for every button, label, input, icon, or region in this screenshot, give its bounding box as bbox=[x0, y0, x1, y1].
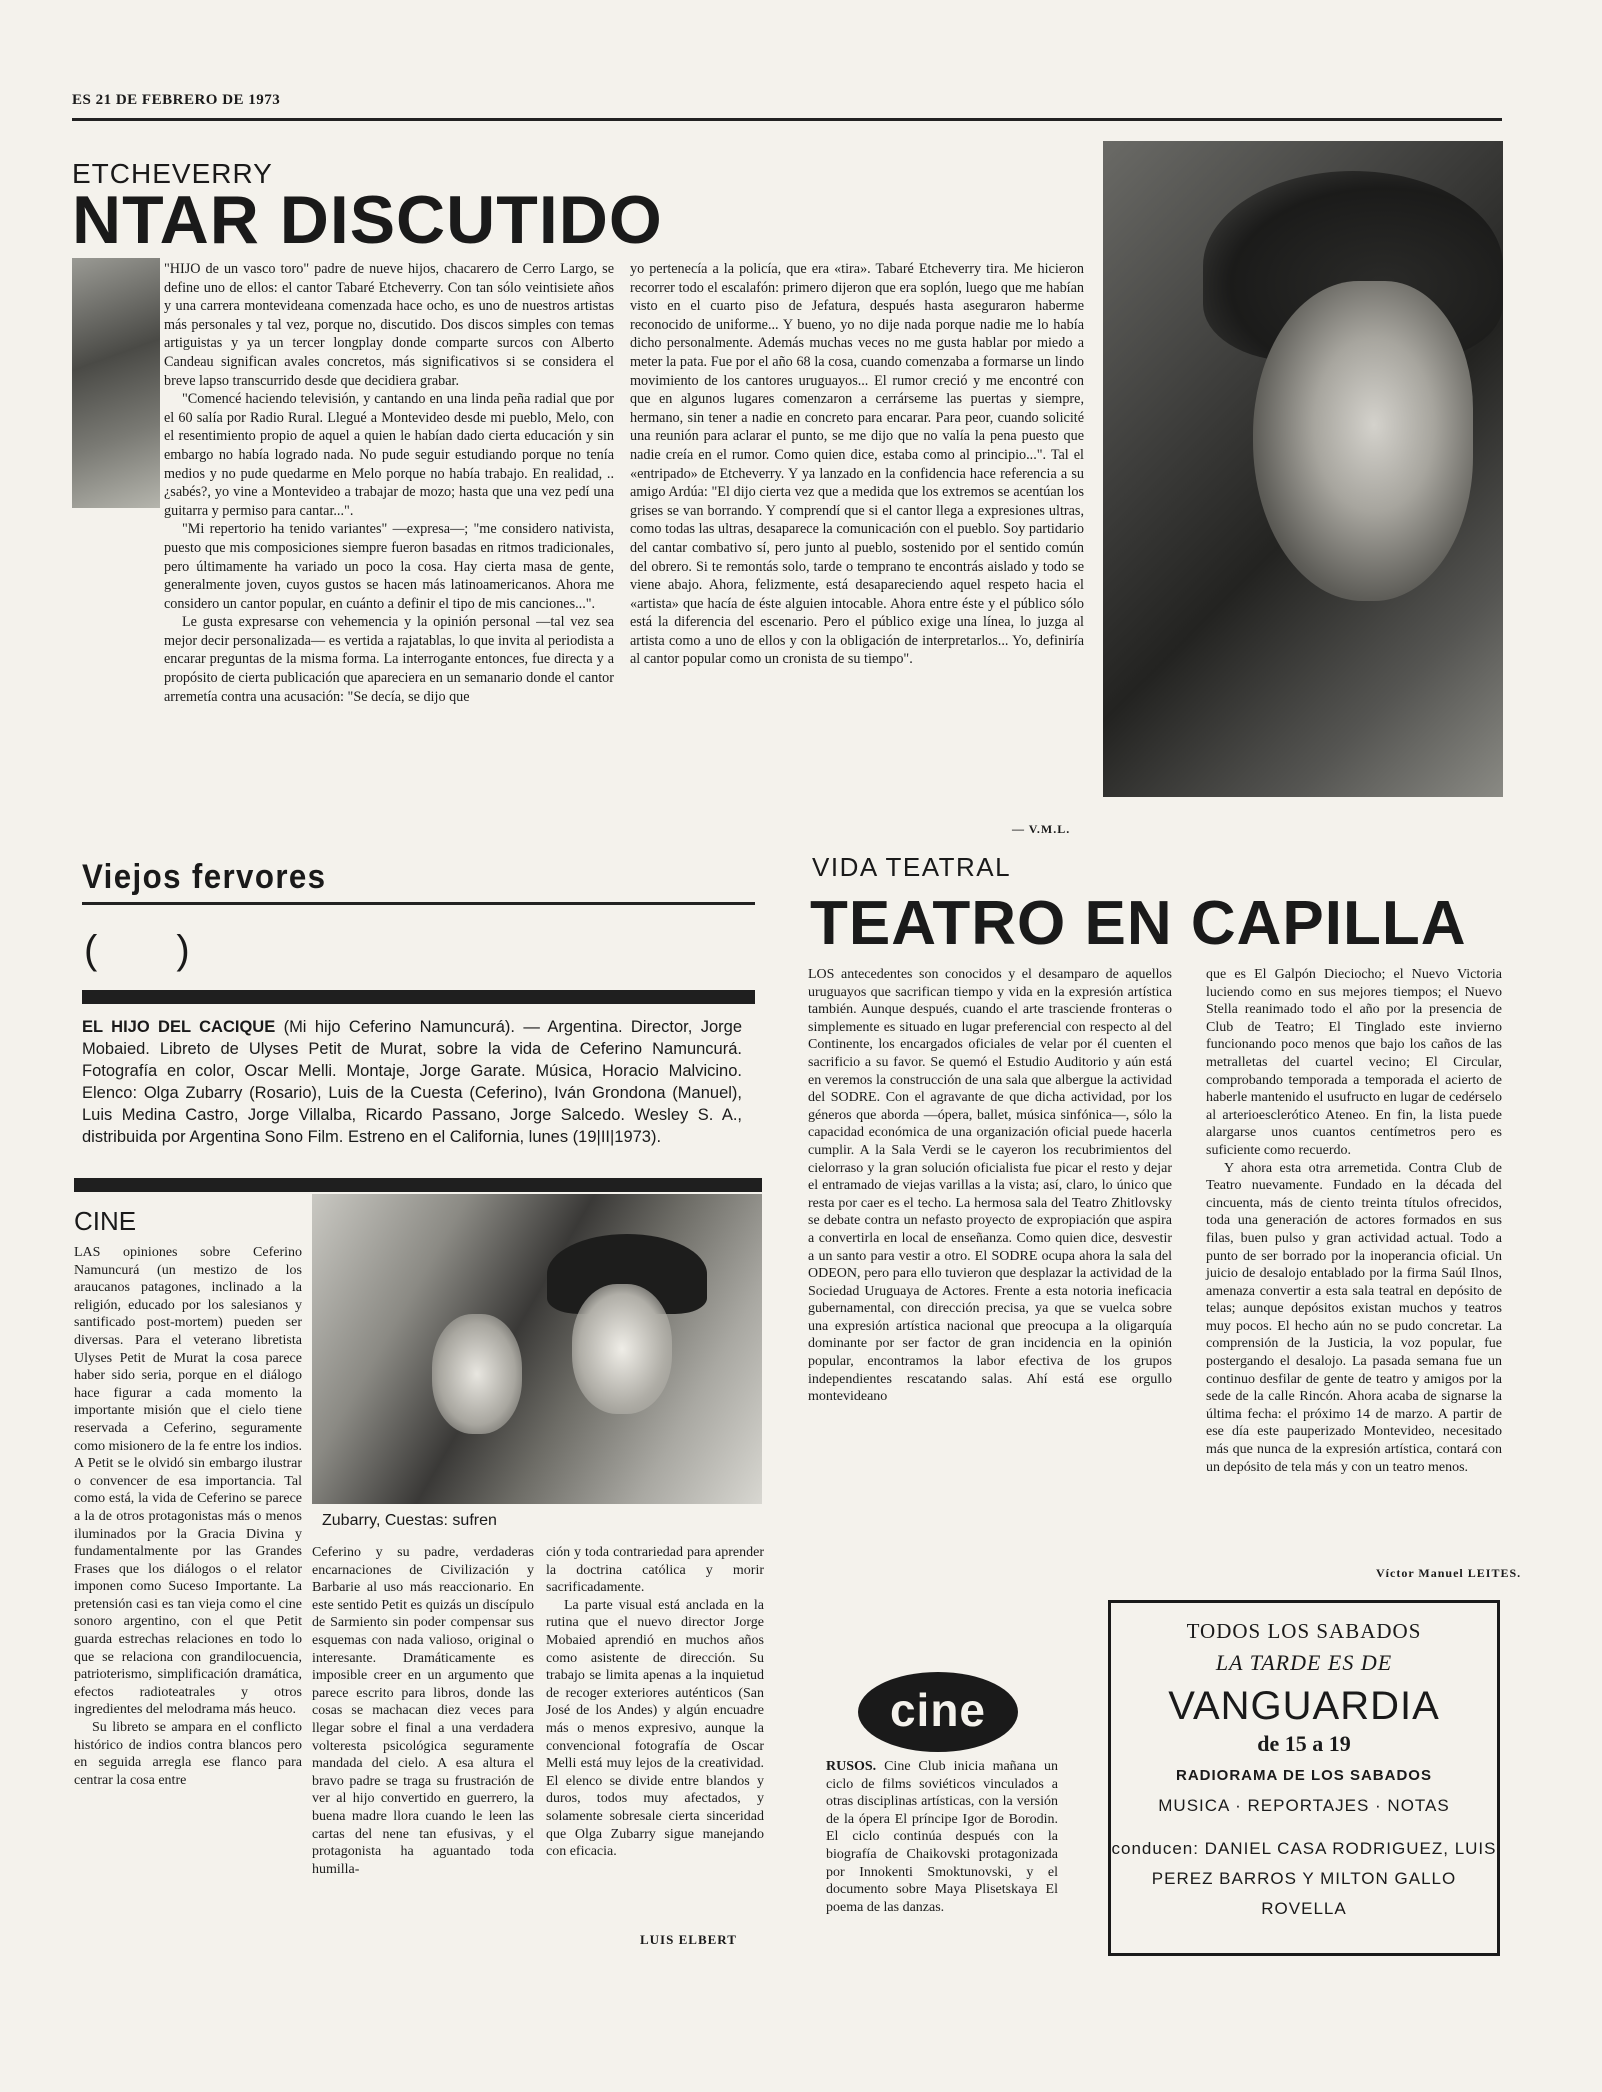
cine-logo: cine bbox=[858, 1672, 1018, 1752]
article1-column-1 bbox=[164, 260, 614, 706]
film-still-photo bbox=[312, 1194, 762, 1504]
cine-note-title: RUSOS. bbox=[826, 1759, 877, 1774]
paragraph: "Mi repertorio ha tenido variantes" —expresa—; "me considero nativista, puesto que mis composiciones siempre fueron basadas en ritmos tradicionales, pero últimamente ha variado un poco la cosa. Hay cierta masa de gente, generalmente joven, cuyos gustos se hacen más latinoamericanos. Ahora me considero un cantor popular, en cuánto a definir el tipo de mis canciones...". bbox=[164, 521, 614, 612]
photo-caption: Zubarry, Cuestas: sufren bbox=[322, 1512, 497, 1529]
article2-signature: LUIS ELBERT bbox=[640, 1932, 737, 1947]
dateline: ES 21 DE FEBRERO DE 1973 bbox=[72, 92, 281, 108]
paragraph: Su libreto se ampara en el conflicto histórico de indios contra blancos pero en seguida arregla ese flanco para centrar la cosa entre bbox=[74, 1720, 302, 1788]
paragraph: La parte visual está anclada en la rutina que el nuevo director Jorge Mobaied aprendió en muchos años como asistente de dirección. Su trabajo se limita apenas a la inquietud de recoger exteriores auténticos (San José de los Andes) y algún encuadre más o menos expresivo, aunque la convencional fotografía de Oscar Melli está muy lejos de la creatividad. El elenco se divide entre blandos y duros, todos muy afectados, y solamente sobresale cierta sinceridad que Olga Zubarry sigue manejando con eficacia. bbox=[546, 1597, 764, 1860]
radio-ad-box bbox=[1108, 1600, 1500, 1956]
article3-kicker: VIDA TEATRAL bbox=[812, 852, 1012, 882]
article1-kicker: ETCHEVERRY bbox=[72, 158, 273, 189]
rating-parentheses: ( ) bbox=[84, 928, 224, 972]
film-credits-body: (Mi hijo Ceferino Namuncurá). — Argentina. Director, Jorge Mobaied. Libreto de Ulyses Petit de Murat, sobre la vida de Ceferino Namuncurá. Fotografía en color, Oscar Melli. Montaje, Jorge Garate. Música, Horacio Malvicino. Elenco: Olga Zubarry (Rosario), Luis de la Cuesta (Ceferino), Iván Grondona (Manuel), Luis Medina Castro, Jorge Villalba, Ricardo Passano, Jorge Salcedo. Wesley S. A., distribuida por Argentina Sono Film. Estreno en el California, lunes (19|II|1973). bbox=[82, 1018, 742, 1146]
article1-column-2 bbox=[630, 260, 1084, 669]
paragraph: que es El Galpón Dieciocho; el Nuevo Victoria luciendo como en sus mejores tiempos; el Nuevo Stella reanimado todo el año por la presencia de Club de Teatro; El Tinglado este invierno funcionando poco menos que bajo los caños de las metralletas del cuartel vecino; El Circular, comprobando temporada a temporada el acierto de haberle mantenido el usufructo en lugar de cedérselo al arterioesclerótico Ateneo. En fin, la lista puede alargarse unos cuantos centímetros pero es suficiente como recuerdo. bbox=[1206, 967, 1502, 1158]
top-rule bbox=[72, 118, 1502, 121]
ad-line-4: de 15 a 19 bbox=[1257, 1731, 1351, 1756]
cine-note bbox=[826, 1758, 1058, 1916]
article2-section-title: Viejos fervores bbox=[82, 858, 327, 896]
paragraph: LOS antecedentes son conocidos y el desamparo de aquellos uruguayos que sacrifican tiempo y vida en la expresión artística también. Aunque después, cuando el arte trasciende fronteras o simplemente es situado en lugar preferencial con respecto al del Continente, los encargados oficiales de velar por él cuenten el sacrificio a su favor. Se quemó el Estudio Auditorio y aún está en veremos la construcción de una sala que albergue la actividad del SODRE. Con el agravante de que dicha actividad, por los géneros que aborda —ópera, ballet, música sinfónica—, sólo la capacidad económica de una organización oficial puede hacerla cumplir. A la Sala Verdi se le cayeron los recubrimientos del cielorraso y la gran solución oficialista fue picar el resto y dejar el entramado de viejas varillas a la vista; así, claro, lo único que resta por caer es el techo. La hermosa sala del Teatro Zhitlovsky se debate contra un nefasto proyecto de expropiación que aspira a convertirla en local de enseñanza. Como quien dice, desvestir a un santo para vestir a otro. El SODRE ocupa ahora la sala del ODEON, pero para ello tuvieron que desplazar la actividad de la Sociedad Uruguaya de Actores. Frente a esta notoria ineficacia gubernamental, con dirección precisa, ya que se vuelca sobre una expresión artística nacional que preocupa a la oligarquía dominante por ser factor de gran incidencia en la opinión popular, encontramos la labor efectiva de los grupos independientes rescatando salas. Ahí está ese orgullo montevideano bbox=[808, 967, 1172, 1405]
article1-headline: NTAR DISCUTIDO bbox=[72, 182, 663, 258]
section-rule bbox=[82, 902, 755, 905]
ad-line-2: LA TARDE ES DE bbox=[1215, 1650, 1393, 1675]
paragraph: LAS opiniones sobre Ceferino Namuncurá (un mestizo de los araucanos patagones, inclinado a la religión, educado por los salesianos y santificado post-mortem) pueden ser diversas. Para el veterano libretista Ulyses Petit de Murat la cosa parece haber sido seria, porque en el diálogo hace figurar a cada momento la importante misión que el cielo tiene reservada a Ceferino, seguramente como misionero de la fe entre los indios. A Petit se le olvidó sin embargo ilustrar o convencer de esa importancia. Tal como está, la vida de Ceferino se parece a la de otros protagonistas más o menos iluminados por la Gracia Divina y fundamentalmente por las Grandes Frases que los diálogos o el relator imponen como Suceso Importante. La pretensión casi es tan vieja como el cine sonoro argentino, con el que Petit guarda estrechas relaciones en todo lo que se relaciona con grandilocuencia, patrioterismo, simplificación dramática, efectos radioteatrales y otros ingredientes del melodrama más heuco. bbox=[74, 1245, 302, 1718]
paragraph: Y ahora esta otra arremetida. Contra Club de Teatro nuevamente. Fundado en la década del cincuenta, más de ciento treinta títulos ofrecidos, toda una generación de actores formados en sus filas, buen pulso y gran actividad actual. Todo a punto de ser borrado por la inoperancia oficial. Un juicio de desalojo entablado por la firma Saúl Ilnos, amenaza convertir a esta sala teatral en depósito de telas; aunque depósitos existan muchos y teatros muy pocos. El hecho aún no se pudo concretar. La comprensión de la Justicia, la voz popular, fue postergando el desalojo. La pasada semana fue un continuo desfilar de gente de teatro y amigos por la sede de la calle Rincón. Ahora acaba de signarse la última fecha: el próximo 14 de marzo. A partir de ese día este pauperizado Montevideo, necesitado más que nunca de la expresión artística, contará con un depósito de tela más y con un teatro menos. bbox=[1206, 1160, 1502, 1475]
paragraph: Ceferino y su padre, verdaderas encarnaciones de Civilización y Barbarie al uso más reaccionario. En este sentido Petit es quizás un discípulo de Sarmiento sin poder compensar sus esquemas con nada valioso, original o interesante. Dramáticamente es imposible creer en un argumento que parece escrito para libros, donde las cosas se machacan diez veces para llegar sobre el final a una verdadera volteresta psicológica seguramente mandada del cielo. A esa altura el bravo padre se traga su frustración de ver al hijo convertido en guerrero, la buena madre llora cuando le leen las cartas del nene tan efusivas, y el protagonista ha aguantado toda humilla- bbox=[312, 1545, 534, 1877]
ad-line-7: conducen: DANIEL CASA RODRIGUEZ, LUIS PEREZ BARROS Y MILTON GALLO ROVELLA bbox=[1111, 1839, 1497, 1918]
paragraph: "Comencé haciendo televisión, y cantando en una linda peña radial que por el 60 salía por Radio Rural. Llegué a Montevideo desde mi pueblo, Melo, con el resentimiento propio de aquel a quien le habían dado cierta educación y sin embargo no había logrado nada. No pude seguir estudiando porque no tenía medios y no pude quedarme en Melo porque no había trabajo. En realidad, ..¿sabés?, yo vine a Montevideo a trabajar de mozo; hasta que una vez pedí una guitarra y permiso para cantar...". bbox=[164, 391, 614, 519]
ad-line-6: MUSICA · REPORTAJES · NOTAS bbox=[1158, 1796, 1450, 1815]
etcheverry-portrait-photo bbox=[1103, 141, 1503, 797]
article2-column-2 bbox=[312, 1544, 534, 1878]
article3-signature: Víctor Manuel LEITES. bbox=[1376, 1566, 1522, 1580]
article2-section-label: CINE bbox=[74, 1206, 137, 1236]
section-rule-thick bbox=[74, 1178, 762, 1192]
article2-column-3 bbox=[546, 1544, 764, 1861]
film-credits bbox=[82, 1016, 742, 1148]
guitar-photo bbox=[72, 258, 160, 508]
cine-note-body: Cine Club inicia mañana un ciclo de films soviéticos vinculados a otras disciplinas artísticas, con la versión de la ópera El príncipe Igor de Borodin. El ciclo continúa después con la biografía de Chaikovski protagonizada por Innokenti Smoktunovski, y el documento sobre Maya Plisetskaya El poema de las danzas. bbox=[826, 1759, 1058, 1915]
article3-column-1 bbox=[808, 966, 1172, 1406]
film-title: EL HIJO DEL CACIQUE bbox=[82, 1018, 276, 1036]
paragraph: "HIJO de un vasco toro" padre de nueve hijos, chacarero de Cerro Largo, se define uno de ellos: el cantor Tabaré Etcheverry. Con tan sólo veintisiete años y una carrera montevideana comenzada hace ocho, es uno de nuestros artistas más personales y tal vez, porque no, discutido. Dos discos simples con temas artiguistas y ya un tercer longplay donde comparte surcos con Alberto Candeau significan avales concretos, más significativos si se considera el breve lapso transcurrido desde que decidiera grabar. bbox=[164, 261, 614, 389]
article3-headline: TEATRO EN CAPILLA bbox=[810, 889, 1467, 958]
article3-column-2 bbox=[1206, 966, 1502, 1476]
paragraph: yo pertenecía a la policía, que era «tira». Tabaré Etcheverry tira. Me hicieron recorrer todo el escalafón: primero dijeron que era soplón, luego que me habían visto en el cuarto piso de Jefatura, después hasta aseguraron haberme reconocido de uniforme... Y bueno, yo no dije nada porque nadie me lo había dicho personalmente. Además muchas veces no me gusta hablar por miedo a meter la pata. Fue por el año 68 la cosa, cuando comenzaba a formarse un lindo movimiento de los cantores uruguayos... El rumor creció y me encontré con que en algunos lugares comenzaron a cerrárseme las puertas y siempre, hermano, sin tener a nadie en concreto para encarar. Para peor, cuando solicité una reunión para aclarar el punto, se me dijo que no valía la pena puesto que nadie creía en el rumor. Como quien dice, estaba como al principio...". Tal el «entripado» de Etcheverry. Y ya lanzado en la confidencia hace referencia a su amigo Ardúa: "El dijo cierta vez que a medida que los extremos se acentúan los grises se van borrando. Y comprendí que si el cantor llega a expresiones ultras, como todas las ultras, desaparece la comunicación con el pueblo. Soy partidario del cantar combativo sí, pero junto al pueblo, sostenido por el sentido común del obrero. Si te remontás solo, tarde o temprano te encontrás aislado y todo se viene abajo. Ahora, felizmente, está desapareciendo aquel respeto hacia el «artista» que hacía de éste alguien intocable. Ahora entre éste y el público sólo está la diferencia del escenario. Pero el público exige una línea, lo juzga al artista como a uno de ellos y con la obligación de interpretarlos... Yo, definiría al cantor popular como un cronista de su tiempo". bbox=[630, 261, 1084, 668]
article1-signature: — V.M.L. bbox=[1012, 822, 1071, 836]
ad-line-1: TODOS LOS SABADOS bbox=[1186, 1619, 1422, 1643]
section-rule-thick bbox=[82, 990, 755, 1004]
paragraph: ción y toda contrariedad para aprender la doctrina católica y morir sacrificadamente. bbox=[546, 1545, 764, 1596]
ad-line-5: RADIORAMA DE LOS SABADOS bbox=[1176, 1767, 1432, 1784]
paragraph: Le gusta expresarse con vehemencia y la opinión personal —tal vez sea mejor decir personalizada— es vertida a rajatablas, lo que invita al periodista a encarar preguntas de la misma forma. La interrogante entonces, fue directa y a propósito de cierta publicación que apareciera en un semanario donde el cantor arremetía contra una acusación: "Se decía, se dijo que bbox=[164, 614, 614, 705]
ad-line-3: VANGUARDIA bbox=[1168, 1684, 1440, 1728]
article2-column-1 bbox=[74, 1244, 302, 1789]
